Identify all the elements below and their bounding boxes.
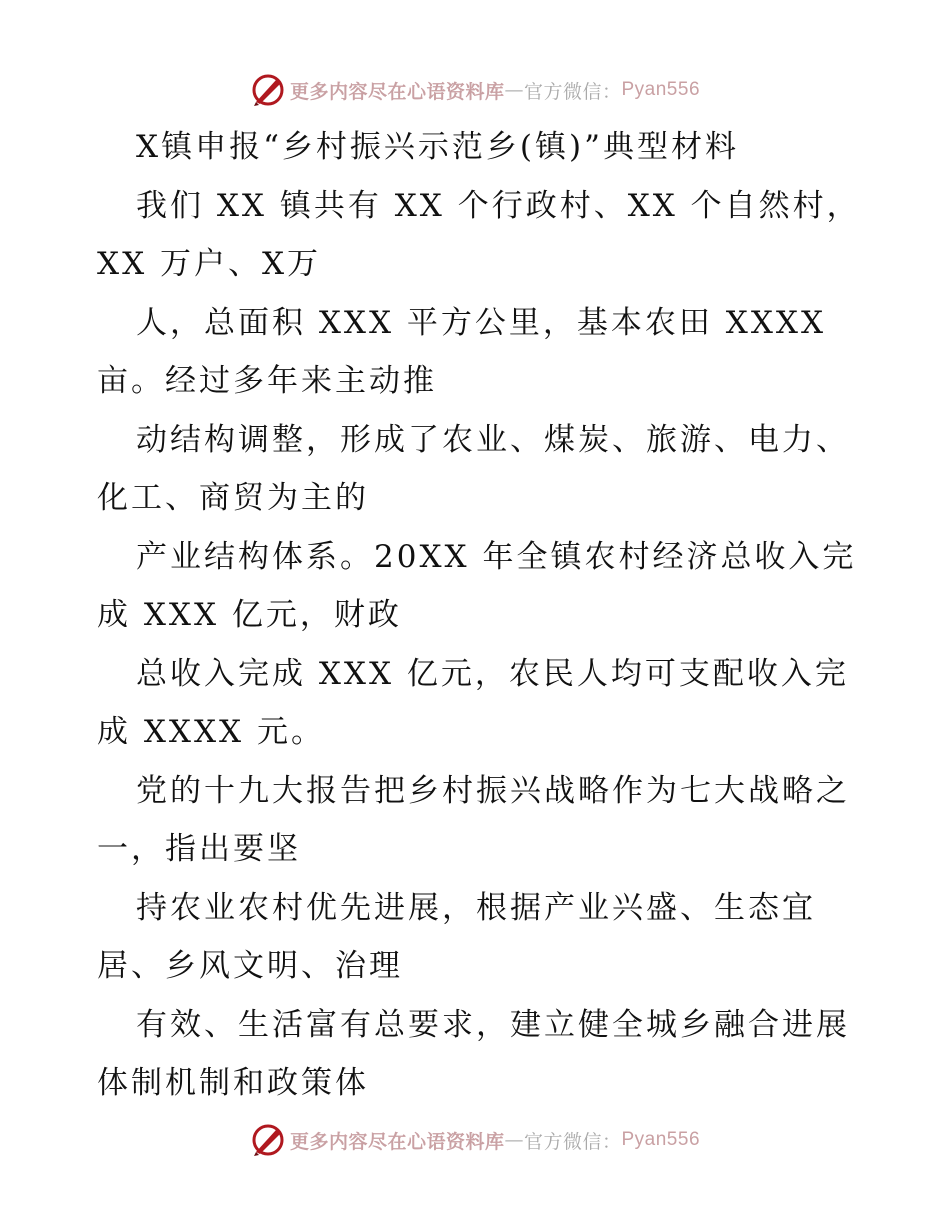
document-line: 体制机制和政策体	[97, 1065, 369, 1101]
document-line: X镇申报“乡村振兴示范乡(镇)”典型材料	[136, 129, 739, 165]
document-line: 有效、生活富有总要求，建立健全城乡融合进展	[136, 1006, 850, 1043]
document-line: 一，指出要坚	[97, 831, 301, 867]
pen-logo-icon	[250, 1122, 286, 1158]
banner-wechat-id: Pyan556	[621, 79, 701, 100]
banner-wechat-label: 官方微信：	[523, 80, 622, 103]
document-line: 动结构调整，形成了农业、煤炭、旅游、电力、	[136, 421, 850, 458]
banner-dash: —	[504, 1129, 524, 1151]
document-body	[97, 118, 877, 1113]
banner-main-text: 更多内容尽在心语资料库	[289, 80, 505, 103]
banner-wechat-label: 官方微信：	[523, 1130, 622, 1153]
banner-main-text: 更多内容尽在心语资料库	[289, 1130, 505, 1153]
document-line: 成 XXX 亿元，财政	[97, 597, 402, 633]
document-line: 人，总面积 XXX 平方公里，基本农田 XXXX	[136, 304, 827, 341]
pen-logo-icon	[250, 72, 286, 108]
document-line: 居、乡风文明、治理	[97, 948, 403, 984]
document-line: 持农业农村优先进展，根据产业兴盛、生态宜	[136, 889, 816, 926]
document-line: 党的十九大报告把乡村振兴战略作为七大战略之	[136, 772, 850, 809]
banner-dash: —	[504, 79, 524, 101]
footer-banner	[0, 1120, 950, 1160]
document-line: 我们 XX 镇共有 XX 个行政村、XX 个自然村，	[136, 187, 861, 224]
document-line: 总收入完成 XXX 亿元，农民人均可支配收入完	[136, 655, 849, 692]
header-banner	[0, 70, 950, 110]
document-line: 产业结构体系。20XX 年全镇农村经济总收入完	[136, 538, 857, 575]
document-line: 成 XXXX 元。	[97, 714, 325, 750]
document-line: XX 万户、X万	[97, 246, 322, 282]
document-line: 亩。经过多年来主动推	[97, 363, 437, 399]
banner-wechat-id: Pyan556	[621, 1129, 701, 1150]
document-line: 化工、商贸为主的	[97, 480, 369, 516]
